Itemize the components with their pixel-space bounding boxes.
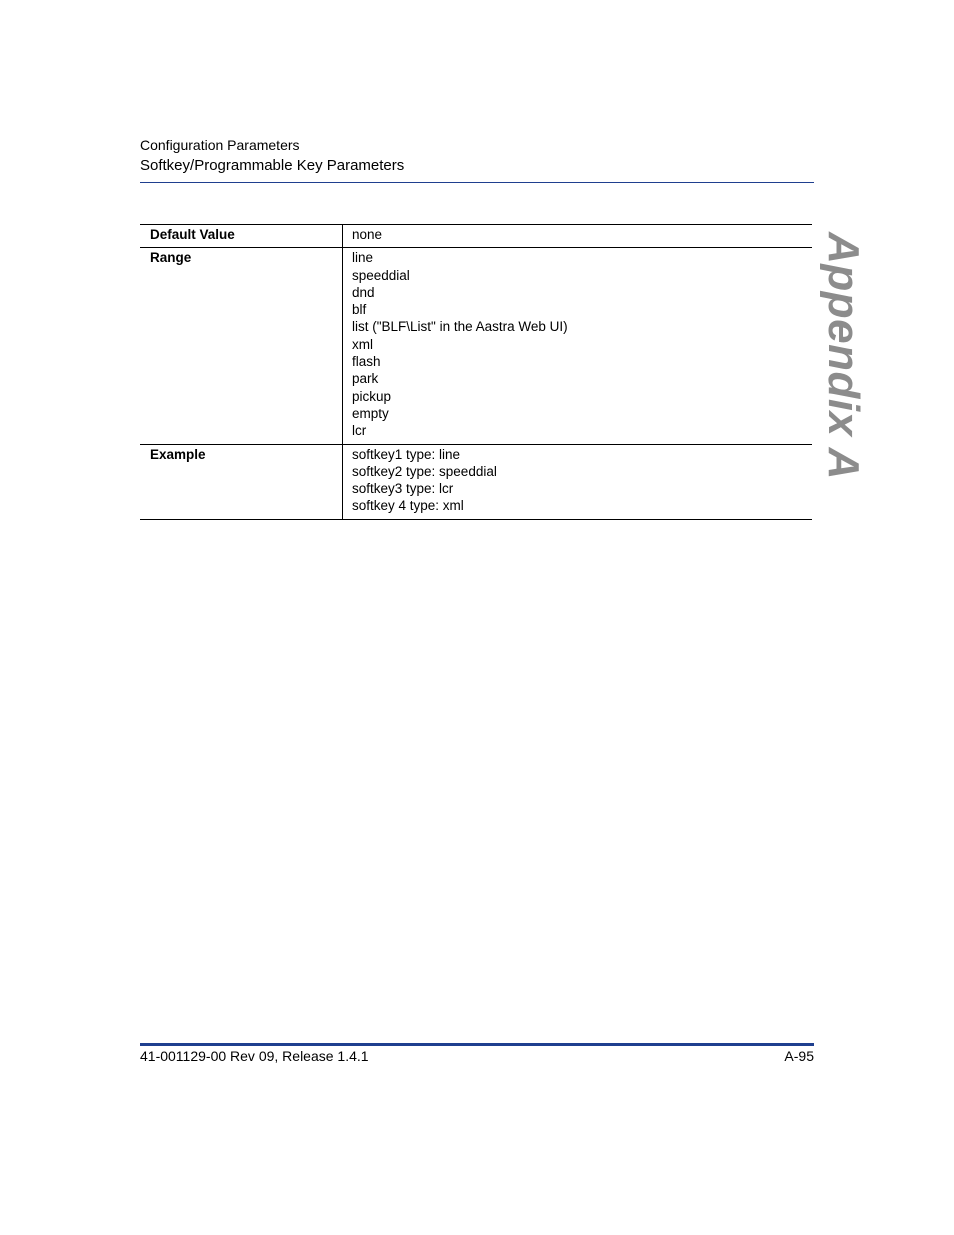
- value-line: lcr: [352, 423, 367, 439]
- table-row-example: [140, 444, 812, 519]
- value-line: park: [352, 371, 379, 387]
- value-line: none: [352, 227, 383, 242]
- row-value: [343, 225, 813, 248]
- value-line: flash: [352, 354, 381, 370]
- row-value: [343, 248, 813, 444]
- table-row-range: [140, 248, 812, 444]
- row-label: Range: [140, 248, 343, 444]
- header-chapter-title: Configuration Parameters: [140, 137, 300, 153]
- value-line: list ("BLF\List" in the Aastra Web UI): [352, 319, 568, 335]
- value-line: dnd: [352, 284, 375, 300]
- value-line: xml: [352, 336, 373, 352]
- header-rule: [140, 182, 814, 183]
- value-line: softkey2 type: speeddial: [352, 463, 497, 479]
- appendix-side-tab-label: Appendix A: [819, 232, 868, 480]
- table-row-default-value: [140, 225, 812, 248]
- value-line: empty: [352, 405, 389, 421]
- value-line: softkey3 type: lcr: [352, 481, 454, 497]
- running-header: [140, 137, 814, 175]
- value-line: speeddial: [352, 267, 410, 283]
- value-line: softkey1 type: line: [352, 446, 461, 462]
- value-line: blf: [352, 302, 367, 318]
- footer-rule: [140, 1043, 814, 1046]
- row-value: [343, 444, 813, 519]
- value-line: line: [352, 250, 374, 266]
- footer-doc-id: 41-001129-00 Rev 09, Release 1.4.1: [140, 1048, 369, 1064]
- header-section-title: Softkey/Programmable Key Parameters: [140, 157, 405, 174]
- value-line: softkey 4 type: xml: [352, 498, 464, 514]
- row-label: Example: [140, 444, 343, 519]
- value-line: pickup: [352, 388, 392, 404]
- footer-page-number: A-95: [784, 1048, 814, 1064]
- row-label: Default Value: [140, 225, 343, 248]
- parameter-table: [140, 224, 812, 520]
- appendix-side-tab: [818, 232, 868, 480]
